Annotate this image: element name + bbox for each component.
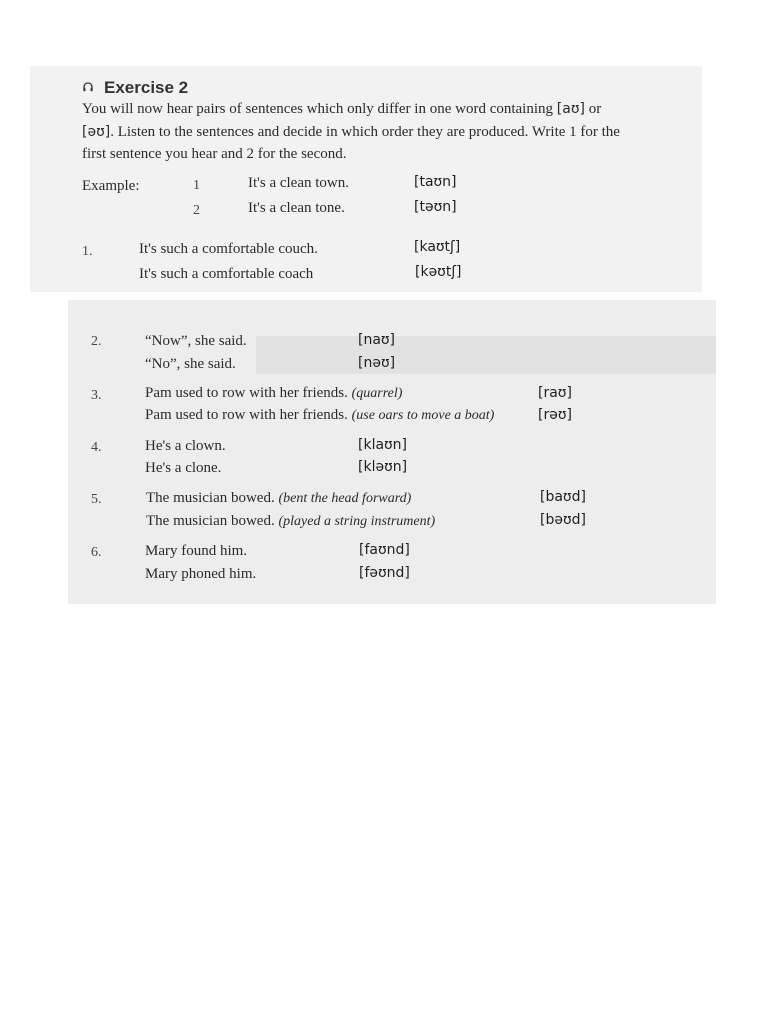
sentence-text: The musician bowed. (146, 513, 279, 529)
item-sentence: It's such a comfortable coach (139, 266, 314, 282)
item-sentence (145, 385, 402, 402)
intro-line-1 (82, 98, 601, 121)
example-ipa-1: [taʊn] (414, 174, 457, 190)
item-number: 1. (82, 244, 93, 259)
exercise-title: Exercise 2 (104, 78, 189, 97)
example-num-1: 1 (193, 178, 200, 193)
item-ipa: [faʊnd] (359, 542, 410, 558)
intro-text-2: . Listen to the sentences and decide in which order they are produced. Write 1 for the (110, 124, 620, 140)
item-sentence: It's such a comfortable couch. (139, 241, 318, 257)
sentence-text: Pam used to row with her friends. (145, 385, 352, 401)
item-ipa: [raʊ] (538, 385, 572, 401)
sentence-gloss: (quarrel) (351, 386, 403, 401)
item-ipa: [bəʊd] (540, 512, 586, 528)
item-number: 6. (91, 545, 102, 560)
item-number: 5. (91, 492, 102, 507)
item-sentence: He's a clown. (145, 438, 226, 454)
item-sentence: He's a clone. (145, 460, 222, 476)
item-sentence: “No”, she said. (145, 356, 236, 372)
sentence-gloss: (use oars to move a boat) (351, 408, 495, 423)
sentence-text: The musician bowed. (146, 490, 279, 506)
sentence-gloss: (played a string instrument) (278, 514, 436, 529)
item-ipa: [fəʊnd] (359, 565, 410, 581)
item-ipa: [kaʊtʃ] (414, 239, 461, 255)
intro-or: or (588, 101, 602, 117)
item-sentence (146, 513, 435, 530)
ipa-ou: [əʊ] (82, 124, 111, 140)
example-sentence-1: It's a clean town. (248, 175, 350, 191)
sentence-text: Pam used to row with her friends. (145, 407, 352, 423)
headphones-icon (82, 80, 94, 98)
item-sentence (145, 407, 494, 424)
item-ipa: [baʊd] (540, 489, 586, 505)
item-ipa: [klaʊn] (358, 437, 408, 453)
item-sentence: “Now”, she said. (145, 333, 247, 349)
item-sentence (146, 490, 411, 507)
exercise-header (82, 78, 188, 98)
item-ipa: [nəʊ] (358, 355, 396, 371)
intro-text-1: You will now hear pairs of sentences which only differ in one word containing (82, 101, 554, 117)
example-ipa-2: [təʊn] (414, 199, 457, 215)
example-num-2: 2 (193, 203, 200, 218)
ipa-au: [aʊ] (556, 101, 585, 117)
item-number: 2. (91, 334, 102, 349)
item-sentence: Mary phoned him. (145, 566, 257, 582)
bleed-through-band (256, 336, 716, 374)
intro-line-3: first sentence you hear and 2 for the second. (82, 146, 347, 162)
item-ipa: [kəʊtʃ] (415, 264, 462, 280)
item-ipa: [naʊ] (358, 332, 396, 348)
intro-line-2 (82, 121, 620, 144)
item-ipa: [kləʊn] (358, 459, 408, 475)
item-ipa: [rəʊ] (538, 407, 572, 423)
example-sentence-2: It's a clean tone. (248, 200, 345, 216)
sentence-gloss: (bent the head forward) (278, 491, 412, 506)
item-number: 3. (91, 388, 102, 403)
item-sentence: Mary found him. (145, 543, 248, 559)
example-label: Example: (82, 178, 140, 194)
item-number: 4. (91, 440, 102, 455)
